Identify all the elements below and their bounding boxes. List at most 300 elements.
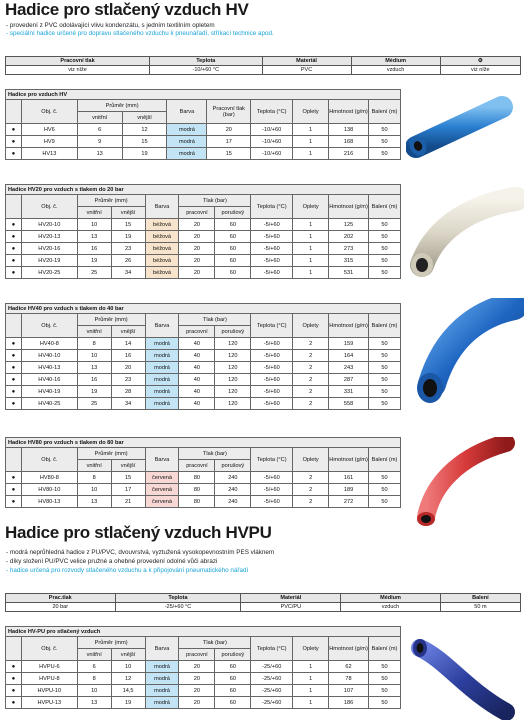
table-cell: HV80-8 — [21, 472, 77, 484]
table-cell: 315 — [329, 255, 369, 267]
table-cell: 240 — [215, 484, 251, 496]
table-cell: 50 — [368, 136, 400, 148]
table-cell: 60 — [215, 661, 251, 673]
spec-value: vzduch — [351, 66, 440, 75]
col-hmotnost: Hmotnost (g/m) — [329, 448, 369, 472]
col-teplota: Teplota (°C) — [251, 448, 293, 472]
table-cell: 50 — [369, 398, 401, 410]
hose-image-navy — [406, 620, 524, 720]
table-hvpu — [5, 626, 401, 709]
table-cell: 50 — [369, 255, 401, 267]
table-cell: 125 — [329, 219, 369, 231]
col-vnejsi: vnější — [122, 112, 167, 124]
table-cell: 15 — [207, 148, 251, 160]
table-cell: 138 — [329, 124, 369, 136]
bullet-icon: ● — [6, 661, 22, 673]
table-cell: 1 — [293, 231, 329, 243]
bullet-icon: ● — [6, 231, 22, 243]
col-vnitrni: vnitřní — [77, 460, 111, 472]
table-cell: 28 — [111, 386, 145, 398]
table-hv — [5, 89, 401, 160]
table-cell: 12 — [111, 673, 145, 685]
table-cell: 120 — [215, 338, 251, 350]
table-cell: 120 — [215, 374, 251, 386]
col-barva: Barva — [145, 448, 179, 472]
table-cell: -25/+60 — [251, 685, 293, 697]
table-cell: 80 — [179, 472, 215, 484]
table-cell: -5/+60 — [251, 484, 293, 496]
spec-value: 50 m — [440, 603, 520, 612]
table-cell: 20 — [179, 673, 215, 685]
table-cell: 8 — [77, 338, 111, 350]
table-cell: 331 — [329, 386, 369, 398]
table-cell: 13 — [77, 697, 111, 709]
table-cell: 272 — [329, 496, 369, 508]
bullet-icon: ● — [6, 219, 22, 231]
col-hmotnost: Hmotnost (g/m) — [329, 195, 369, 219]
table-cell: 189 — [329, 484, 369, 496]
table-title: Hadice HV20 pro vzduch s tlakem do 20 bar — [6, 185, 401, 195]
table-cell: béžová — [145, 255, 179, 267]
table-cell: 50 — [368, 148, 400, 160]
table-cell: 15 — [111, 219, 145, 231]
bullet-icon: ● — [6, 255, 22, 267]
table-hv80 — [5, 437, 401, 508]
table-cell: 40 — [179, 374, 215, 386]
col-hmotnost: Hmotnost (g/m) — [329, 100, 369, 124]
table-cell: 50 — [369, 386, 401, 398]
table-cell: 20 — [111, 362, 145, 374]
table-cell: 1 — [293, 219, 329, 231]
table-cell: 34 — [111, 398, 145, 410]
table-cell: HV6 — [21, 124, 77, 136]
col-pracovni: pracovní — [179, 460, 215, 472]
table-cell: 14,5 — [111, 685, 145, 697]
table-cell: HV13 — [21, 148, 77, 160]
hose-image-red — [406, 437, 524, 527]
col-obj: Obj. č. — [21, 448, 77, 472]
col-oplety: Oplety — [293, 100, 329, 124]
table-cell: 13 — [77, 496, 111, 508]
table-row — [6, 255, 401, 267]
col-prumer: Průměr (mm) — [77, 314, 145, 326]
table-cell: 10 — [77, 350, 111, 362]
bullet-icon: ● — [6, 374, 22, 386]
table-cell: 50 — [369, 685, 401, 697]
table-cell: 1 — [293, 685, 329, 697]
col-barva: Barva — [145, 637, 179, 661]
col-vnitrni: vnitřní — [77, 649, 111, 661]
col-tlak: Pracovní tlak (bar) — [207, 100, 251, 124]
table-cell: 78 — [329, 673, 369, 685]
table-cell: HVPU-10 — [21, 685, 77, 697]
table-cell: 20 — [179, 255, 215, 267]
table-cell: 14 — [111, 338, 145, 350]
table-cell: 1 — [293, 661, 329, 673]
table-cell: -5/+60 — [251, 255, 293, 267]
table-cell: -5/+60 — [251, 219, 293, 231]
spec-value: -10/+60 °C — [150, 66, 262, 75]
table-cell: -10/+60 — [251, 124, 293, 136]
table-row — [6, 685, 401, 697]
table-cell: -5/+60 — [251, 267, 293, 279]
table-cell: 50 — [369, 267, 401, 279]
table-row — [6, 374, 401, 386]
table-cell: 216 — [329, 148, 369, 160]
table-row — [6, 673, 401, 685]
col-teplota: Teplota (°C) — [251, 314, 293, 338]
table-cell: 120 — [215, 398, 251, 410]
spec-header: Teplota — [115, 594, 241, 603]
table-cell: 558 — [329, 398, 369, 410]
table-cell: 25 — [77, 398, 111, 410]
table-cell: HV20-16 — [21, 243, 77, 255]
table-cell: 202 — [329, 231, 369, 243]
table-cell: 1 — [293, 267, 329, 279]
table-cell: -5/+60 — [251, 386, 293, 398]
table-cell: -25/+60 — [251, 673, 293, 685]
table-cell: 50 — [369, 484, 401, 496]
table-title: Hadice HV-PU pro stlačený vzduch — [6, 627, 401, 637]
table-cell: -5/+60 — [251, 398, 293, 410]
table-cell: 50 — [368, 124, 400, 136]
table-cell: HV40-25 — [21, 398, 77, 410]
col-prumer: Průměr (mm) — [77, 100, 167, 112]
table-cell: béžová — [145, 219, 179, 231]
col-baleni: Balení (m) — [369, 195, 401, 219]
table-cell: -5/+60 — [251, 243, 293, 255]
table-cell: 25 — [77, 267, 111, 279]
bullet-icon: ● — [6, 673, 22, 685]
table-cell: 20 — [179, 697, 215, 709]
bullet-icon: ● — [6, 386, 22, 398]
spec-value: PVC/PU — [241, 603, 341, 612]
table-cell: modrá — [167, 124, 207, 136]
table-hv20 — [5, 184, 401, 279]
table-cell: modrá — [145, 661, 179, 673]
bullet-icon: ● — [6, 350, 22, 362]
table-cell: 1 — [293, 136, 329, 148]
table-cell: 19 — [77, 255, 111, 267]
col-vnitrni: vnitřní — [77, 326, 111, 338]
col-obj: Obj. č. — [21, 195, 77, 219]
col-pracovni: pracovní — [179, 326, 215, 338]
table-row — [6, 661, 401, 673]
table-cell: 10 — [77, 685, 111, 697]
table-cell: 2 — [293, 362, 329, 374]
table-cell: 20 — [179, 267, 215, 279]
table-cell: 20 — [179, 661, 215, 673]
table-title: Hadice HV40 pro vzduch s tlakem do 40 bar — [6, 304, 401, 314]
table-cell: 12 — [122, 124, 167, 136]
table-cell: 60 — [215, 219, 251, 231]
bullet-icon: ● — [6, 243, 22, 255]
col-pracovni: pracovní — [179, 207, 215, 219]
table-row — [6, 231, 401, 243]
table-cell: -5/+60 — [251, 472, 293, 484]
table-cell: 50 — [369, 673, 401, 685]
table-cell: 40 — [179, 350, 215, 362]
table-row — [6, 496, 401, 508]
table-cell: 40 — [179, 338, 215, 350]
table-cell: 16 — [77, 374, 111, 386]
table-row — [6, 362, 401, 374]
table-cell: HV80-10 — [21, 484, 77, 496]
table-cell: 50 — [369, 338, 401, 350]
table-cell: modrá — [145, 697, 179, 709]
table-cell: modrá — [145, 398, 179, 410]
table-cell: 120 — [215, 386, 251, 398]
table-cell: HVPU-8 — [21, 673, 77, 685]
table-cell: 1 — [293, 243, 329, 255]
bullet-icon: ● — [6, 685, 22, 697]
col-oplety: Oplety — [293, 448, 329, 472]
table-cell: modrá — [145, 673, 179, 685]
table-cell: HV40-19 — [21, 386, 77, 398]
table-cell: 1 — [293, 255, 329, 267]
table-cell: béžová — [145, 231, 179, 243]
table-cell: modrá — [167, 136, 207, 148]
table-cell: 13 — [77, 362, 111, 374]
col-baleni: Balení (m) — [369, 314, 401, 338]
table-cell: 50 — [369, 496, 401, 508]
table-cell: 240 — [215, 496, 251, 508]
spec-header: Teplota — [150, 57, 262, 66]
table-cell: 10 — [111, 661, 145, 673]
table-cell: 159 — [329, 338, 369, 350]
table-cell: 1 — [293, 697, 329, 709]
table-cell: 13 — [77, 148, 122, 160]
table-cell: 40 — [179, 362, 215, 374]
table-cell: 8 — [77, 673, 111, 685]
table-cell: -5/+60 — [251, 362, 293, 374]
table-cell: 168 — [329, 136, 369, 148]
table-cell: -5/+60 — [251, 350, 293, 362]
table-cell: 80 — [179, 484, 215, 496]
table-cell: -10/+60 — [251, 148, 293, 160]
col-barva: Barva — [167, 100, 207, 124]
table-cell: 13 — [77, 231, 111, 243]
table-cell: 120 — [215, 362, 251, 374]
table-cell: HV40-13 — [21, 362, 77, 374]
col-teplota: Teplota (°C) — [251, 100, 293, 124]
table-cell: 20 — [179, 685, 215, 697]
table-row — [6, 124, 401, 136]
table-cell: 15 — [122, 136, 167, 148]
col-oplety: Oplety — [293, 314, 329, 338]
col-vnejsi: vnější — [111, 207, 145, 219]
table-row — [6, 338, 401, 350]
table-cell: béžová — [145, 267, 179, 279]
table-cell: 2 — [293, 484, 329, 496]
table-cell: 60 — [215, 673, 251, 685]
table-cell: 60 — [215, 243, 251, 255]
col-porucovy: porušový — [215, 326, 251, 338]
table-cell: 23 — [111, 243, 145, 255]
col-prumer: Průměr (mm) — [77, 637, 145, 649]
table-cell: 60 — [215, 685, 251, 697]
specs-table-hv — [5, 56, 521, 75]
table-cell: 40 — [179, 398, 215, 410]
table-cell: 107 — [329, 685, 369, 697]
hose-image-beige — [406, 185, 524, 285]
bullet-icon: ● — [6, 136, 22, 148]
table-cell: 17 — [207, 136, 251, 148]
table-cell: červená — [145, 496, 179, 508]
col-vnitrni: vnitřní — [77, 207, 111, 219]
table-cell: 19 — [111, 231, 145, 243]
hose-image-blue — [406, 95, 524, 159]
table-cell: 16 — [77, 243, 111, 255]
table-cell: 50 — [369, 697, 401, 709]
spec-value: 20 bar — [6, 603, 116, 612]
table-cell: 9 — [77, 136, 122, 148]
table-cell: modrá — [145, 338, 179, 350]
table-cell: modrá — [145, 350, 179, 362]
table-cell: HVPU-6 — [21, 661, 77, 673]
table-row — [6, 697, 401, 709]
col-tlak: Tlak (bar) — [179, 637, 251, 649]
table-row — [6, 136, 401, 148]
table-cell: 50 — [369, 350, 401, 362]
table-cell: 40 — [179, 386, 215, 398]
col-prumer: Průměr (mm) — [77, 448, 145, 460]
table-cell: 2 — [293, 350, 329, 362]
specs-table-hvpu — [5, 593, 521, 612]
bullet: - hadice určená pro rozvody stlačeného vzduchu a k připojování pneumatického nářadí — [6, 567, 249, 574]
table-cell: HV40-16 — [21, 374, 77, 386]
spec-value: vzduch — [341, 603, 441, 612]
table-cell: 50 — [369, 231, 401, 243]
table-cell: modrá — [145, 685, 179, 697]
table-cell: 6 — [77, 124, 122, 136]
table-cell: 2 — [293, 386, 329, 398]
bullet-icon: ● — [6, 697, 22, 709]
spec-value: -25/+60 °C — [115, 603, 241, 612]
col-barva: Barva — [145, 195, 179, 219]
spec-header: Prac.tlak — [6, 594, 116, 603]
table-cell: 21 — [111, 496, 145, 508]
spec-header: Materiál — [241, 594, 341, 603]
bullet-icon: ● — [6, 472, 22, 484]
table-cell: 8 — [77, 472, 111, 484]
table-cell: 50 — [369, 374, 401, 386]
table-cell: 1 — [293, 673, 329, 685]
col-tlak: Tlak (bar) — [179, 195, 251, 207]
table-cell: -25/+60 — [251, 697, 293, 709]
table-cell: 80 — [179, 496, 215, 508]
col-tlak: Tlak (bar) — [179, 314, 251, 326]
table-row — [6, 148, 401, 160]
table-cell: 161 — [329, 472, 369, 484]
table-cell: modrá — [167, 148, 207, 160]
table-cell: modrá — [145, 386, 179, 398]
table-cell: 20 — [179, 231, 215, 243]
table-cell: červená — [145, 484, 179, 496]
table-row — [6, 398, 401, 410]
table-cell: -10/+60 — [251, 136, 293, 148]
table-cell: 17 — [111, 484, 145, 496]
bullet-icon: ● — [6, 148, 22, 160]
table-cell: 19 — [111, 697, 145, 709]
table-cell: 50 — [369, 661, 401, 673]
col-baleni: Balení (m) — [369, 448, 401, 472]
table-cell: 19 — [77, 386, 111, 398]
table-cell: 20 — [179, 243, 215, 255]
col-prumer: Průměr (mm) — [77, 195, 145, 207]
table-row — [6, 350, 401, 362]
table-cell: 50 — [369, 472, 401, 484]
col-porucovy: porušový — [215, 649, 251, 661]
table-cell: -25/+60 — [251, 661, 293, 673]
table-cell: 164 — [329, 350, 369, 362]
col-baleni: Balení (m) — [369, 637, 401, 661]
bullet-icon: ● — [6, 124, 22, 136]
table-cell: 2 — [293, 472, 329, 484]
table-cell: -5/+60 — [251, 231, 293, 243]
bullet: - speciální hadice určené pro dopravu stlačeného vzduchu k pneunářadí, stříkací technice apod. — [6, 30, 274, 37]
bullet-icon: ● — [6, 484, 22, 496]
col-teplota: Teplota (°C) — [251, 637, 293, 661]
col-hmotnost: Hmotnost (g/m) — [329, 314, 369, 338]
table-cell: 15 — [111, 472, 145, 484]
table-cell: 240 — [215, 472, 251, 484]
table-cell: 2 — [293, 398, 329, 410]
bullet: - provedení z PVC odolávající vlivu kondenzátu, s jedním textilním opletem — [6, 22, 215, 29]
table-cell: 243 — [329, 362, 369, 374]
table-row — [6, 386, 401, 398]
spec-header: Médium — [341, 594, 441, 603]
table-cell: -5/+60 — [251, 338, 293, 350]
table-cell: 19 — [122, 148, 167, 160]
table-cell: 1 — [293, 148, 329, 160]
spec-value: viz níže — [440, 66, 520, 75]
table-cell: 2 — [293, 374, 329, 386]
bullet: - díky složení PU/PVC velice pružné a ohebné provedení odolné vůči abrazi — [6, 558, 218, 565]
bullet: - modrá neprůhledná hadice z PU/PVC, dvouvrstvá, vyztužená vysokopevnostním PES vláknem — [6, 549, 275, 556]
table-cell: 1 — [293, 124, 329, 136]
col-porucovy: porušový — [215, 207, 251, 219]
spec-value: PVC — [262, 66, 351, 75]
spec-header: Pracovní tlak — [6, 57, 150, 66]
table-cell: 2 — [293, 338, 329, 350]
table-cell: HV20-10 — [21, 219, 77, 231]
table-cell: 50 — [369, 219, 401, 231]
table-cell: 34 — [111, 267, 145, 279]
table-title: Hadice HV80 pro vzduch s tlakem do 80 bar — [6, 438, 401, 448]
table-row — [6, 243, 401, 255]
table-cell: 20 — [207, 124, 251, 136]
bullet-icon: ● — [6, 338, 22, 350]
table-cell: HV20-13 — [21, 231, 77, 243]
table-hv40 — [5, 303, 401, 410]
spec-header: Médium — [351, 57, 440, 66]
col-tlak: Tlak (bar) — [179, 448, 251, 460]
spec-value: viz níže — [6, 66, 150, 75]
col-obj: Obj. č. — [21, 100, 77, 124]
table-cell: 60 — [215, 267, 251, 279]
col-baleni: Balení (m) — [368, 100, 400, 124]
table-cell: 531 — [329, 267, 369, 279]
table-cell: 10 — [77, 219, 111, 231]
bullet-icon: ● — [6, 267, 22, 279]
table-cell: 6 — [77, 661, 111, 673]
spec-header: Balení — [440, 594, 520, 603]
table-row — [6, 484, 401, 496]
table-cell: HV20-19 — [21, 255, 77, 267]
hose-image-blue-40 — [406, 298, 524, 418]
table-cell: červená — [145, 472, 179, 484]
